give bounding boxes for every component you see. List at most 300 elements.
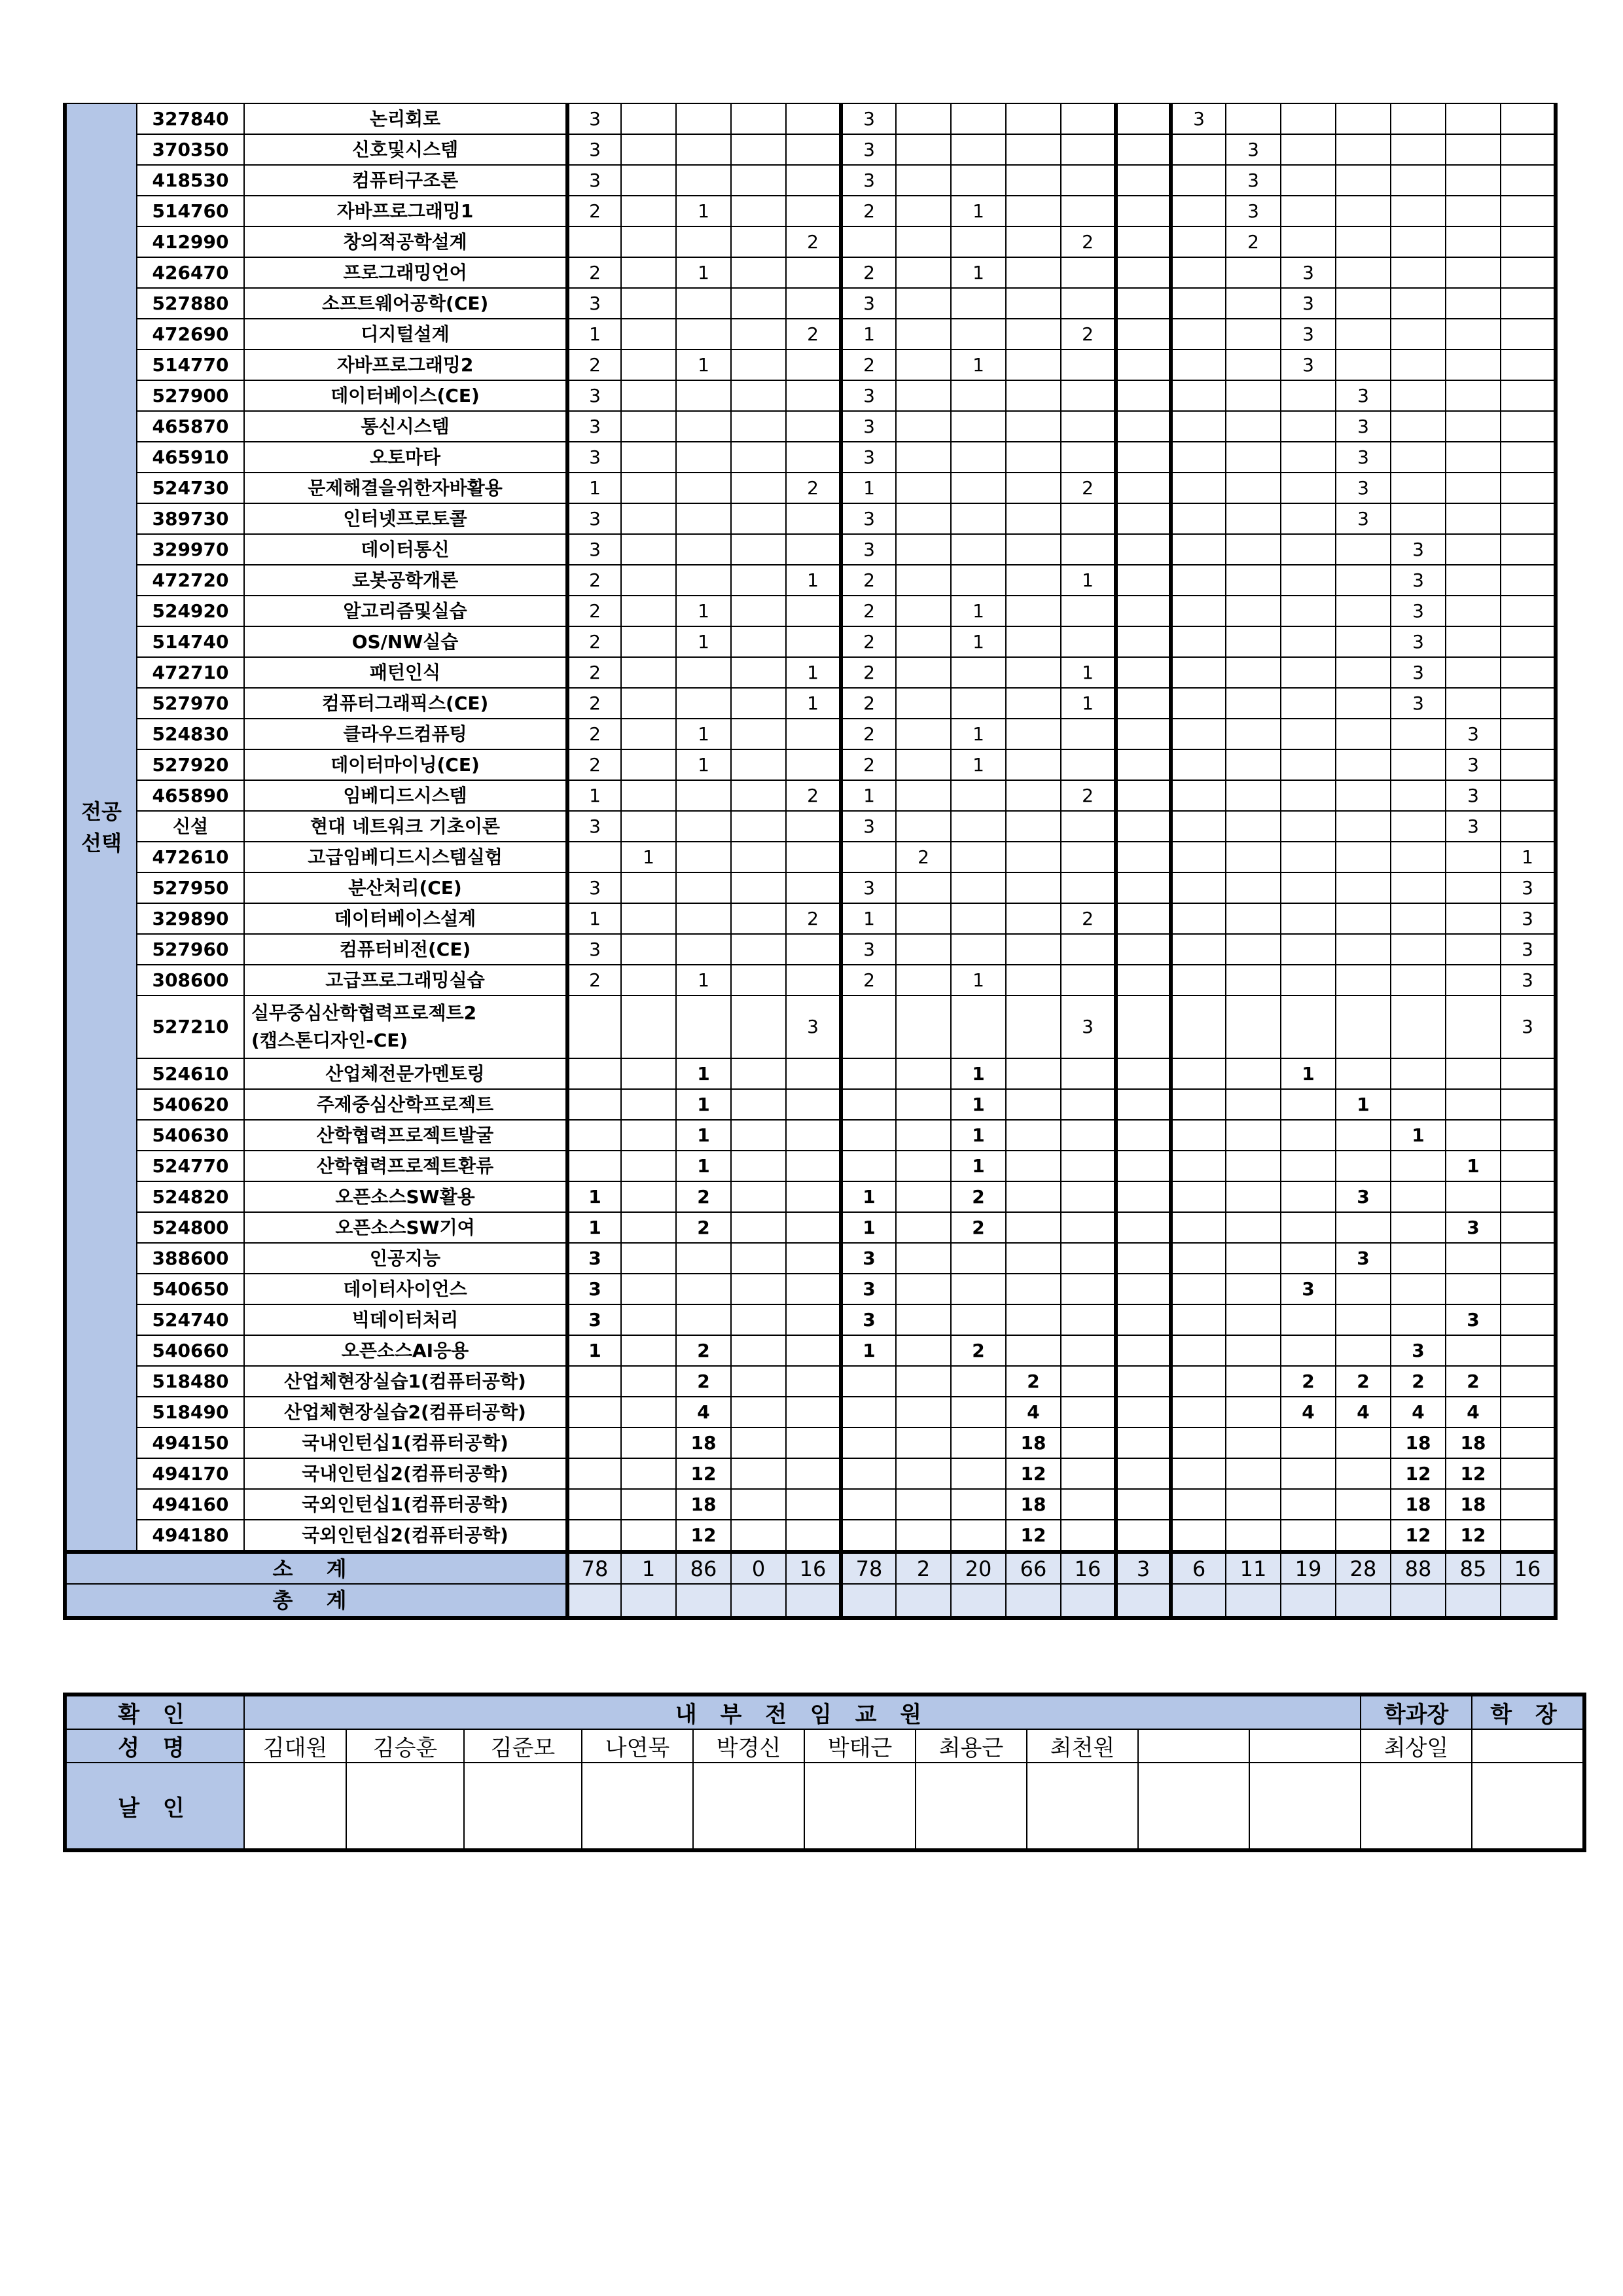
credit-cell: 3 xyxy=(567,934,621,965)
credit-cell: 18 xyxy=(1391,1489,1446,1520)
credit-cell xyxy=(1501,442,1556,473)
credit-cell: 2 xyxy=(841,657,896,688)
subtotal-cell: 1 xyxy=(621,1552,676,1584)
credit-cell: 3 xyxy=(1501,903,1556,934)
credit-cell xyxy=(1391,1212,1446,1243)
total-cell xyxy=(676,1584,731,1618)
credit-cell xyxy=(1061,811,1116,842)
credit-cell xyxy=(1226,1304,1281,1335)
credit-cell: 1 xyxy=(1336,1089,1391,1120)
credit-cell xyxy=(676,657,731,688)
credit-cell xyxy=(1446,965,1501,996)
credit-cell xyxy=(1061,1243,1116,1274)
credit-cell xyxy=(621,965,676,996)
credit-cell xyxy=(1391,257,1446,288)
credit-cell xyxy=(1501,1181,1556,1212)
credit-cell: 2 xyxy=(676,1181,731,1212)
credit-cell xyxy=(896,226,951,257)
credit-cell xyxy=(1006,1335,1061,1366)
credit-cell xyxy=(731,442,786,473)
credit-cell xyxy=(786,749,841,780)
credit-cell xyxy=(786,596,841,626)
credit-cell: 2 xyxy=(841,965,896,996)
credit-cell xyxy=(1501,134,1556,165)
credit-cell xyxy=(1061,442,1116,473)
credit-cell xyxy=(621,350,676,380)
table-row xyxy=(65,965,1556,996)
credit-cell xyxy=(1501,1489,1556,1520)
credit-cell: 1 xyxy=(676,626,731,657)
credit-cell xyxy=(1336,1427,1391,1458)
credit-cell xyxy=(1226,1058,1281,1089)
credit-cell xyxy=(1116,842,1171,872)
credit-cell xyxy=(1226,1243,1281,1274)
subtotal-cell: 3 xyxy=(1116,1552,1171,1584)
credit-cell xyxy=(1336,226,1391,257)
total-label: 총 계 xyxy=(65,1584,567,1618)
table-row xyxy=(65,380,1556,411)
credit-cell xyxy=(1061,1212,1116,1243)
credit-cell xyxy=(621,688,676,719)
seal-label: 날 인 xyxy=(65,1763,244,1850)
credit-cell: 1 xyxy=(786,688,841,719)
table-row xyxy=(65,1274,1556,1304)
credit-cell xyxy=(896,1120,951,1151)
credit-cell xyxy=(1116,1489,1171,1520)
credit-cell xyxy=(621,1304,676,1335)
credit-cell xyxy=(621,1212,676,1243)
credit-cell xyxy=(1391,380,1446,411)
dept-head-header: 학과장 xyxy=(1361,1695,1472,1729)
credit-cell xyxy=(896,1520,951,1552)
credit-cell xyxy=(1391,934,1446,965)
credit-cell xyxy=(1336,688,1391,719)
credit-cell xyxy=(896,965,951,996)
credit-cell xyxy=(1116,1181,1171,1212)
course-code: 524820 xyxy=(137,1181,244,1212)
credit-cell: 3 xyxy=(567,134,621,165)
credit-cell xyxy=(1501,503,1556,534)
course-name: 알고리즘및실습 xyxy=(244,596,567,626)
credit-cell xyxy=(1226,1212,1281,1243)
credit-cell xyxy=(1061,1181,1116,1212)
credit-cell: 3 xyxy=(1446,811,1501,842)
credit-cell xyxy=(1281,842,1336,872)
credit-cell xyxy=(1501,350,1556,380)
credit-cell xyxy=(1501,380,1556,411)
credit-cell xyxy=(1501,1520,1556,1552)
signer-name: 최천원 xyxy=(1027,1729,1138,1763)
credit-cell xyxy=(1501,1274,1556,1304)
credit-cell xyxy=(1171,196,1226,226)
course-name: 분산처리(CE) xyxy=(244,872,567,903)
table-row xyxy=(65,1089,1556,1120)
credit-cell xyxy=(951,1366,1006,1397)
credit-cell: 3 xyxy=(1281,319,1336,350)
course-name: 자바프로그래밍2 xyxy=(244,350,567,380)
credit-cell xyxy=(1501,565,1556,596)
credit-cell xyxy=(676,780,731,811)
credit-cell xyxy=(621,1489,676,1520)
credit-cell xyxy=(731,749,786,780)
credit-cell: 1 xyxy=(951,719,1006,749)
credit-cell: 3 xyxy=(1281,1274,1336,1304)
subtotal-cell: 16 xyxy=(1501,1552,1556,1584)
credit-cell xyxy=(1336,626,1391,657)
course-name: 산업체전문가멘토링 xyxy=(244,1058,567,1089)
credit-cell xyxy=(896,134,951,165)
credit-cell xyxy=(1171,380,1226,411)
table-row xyxy=(65,1181,1556,1212)
credit-cell xyxy=(1501,1335,1556,1366)
credit-cell xyxy=(621,534,676,565)
credit-cell: 3 xyxy=(1391,1335,1446,1366)
credit-cell xyxy=(1336,903,1391,934)
subtotal-cell: 19 xyxy=(1281,1552,1336,1584)
course-name: 데이터사이언스 xyxy=(244,1274,567,1304)
total-row xyxy=(65,1584,1556,1618)
course-name: 데이터마이닝(CE) xyxy=(244,749,567,780)
credit-cell xyxy=(1226,565,1281,596)
credit-cell xyxy=(1336,257,1391,288)
credit-cell xyxy=(896,1427,951,1458)
course-name: 오토마타 xyxy=(244,442,567,473)
credit-cell: 2 xyxy=(567,596,621,626)
credit-cell xyxy=(1336,288,1391,319)
credit-cell xyxy=(731,1058,786,1089)
credit-cell xyxy=(1226,626,1281,657)
credit-cell xyxy=(1171,257,1226,288)
credit-cell xyxy=(1336,934,1391,965)
seal-cell xyxy=(804,1763,916,1850)
credit-cell xyxy=(951,411,1006,442)
course-name: 오픈소스SW활용 xyxy=(244,1181,567,1212)
credit-cell xyxy=(1391,103,1446,134)
credit-cell xyxy=(1006,626,1061,657)
table-row xyxy=(65,103,1556,134)
course-name: 신호및시스템 xyxy=(244,134,567,165)
credit-cell xyxy=(1226,657,1281,688)
credit-cell: 2 xyxy=(1061,226,1116,257)
credit-cell xyxy=(951,842,1006,872)
credit-cell xyxy=(786,1274,841,1304)
credit-cell: 3 xyxy=(567,380,621,411)
credit-cell xyxy=(1226,473,1281,503)
credit-cell xyxy=(1226,380,1281,411)
credit-cell: 1 xyxy=(567,1335,621,1366)
course-code: 524920 xyxy=(137,596,244,626)
credit-cell xyxy=(1501,1304,1556,1335)
credit-cell xyxy=(1171,811,1226,842)
credit-cell xyxy=(1006,288,1061,319)
subtotal-cell: 85 xyxy=(1446,1552,1501,1584)
credit-cell xyxy=(951,1397,1006,1427)
credit-cell: 3 xyxy=(841,1243,896,1274)
credit-cell xyxy=(1226,688,1281,719)
credit-cell: 2 xyxy=(567,749,621,780)
table-row xyxy=(65,1427,1556,1458)
credit-cell: 2 xyxy=(786,903,841,934)
credit-cell xyxy=(1446,226,1501,257)
credit-cell xyxy=(1116,934,1171,965)
credit-cell: 3 xyxy=(567,872,621,903)
credit-cell xyxy=(676,688,731,719)
total-cell xyxy=(1336,1584,1391,1618)
subtotal-cell: 11 xyxy=(1226,1552,1281,1584)
credit-cell xyxy=(1281,196,1336,226)
credit-cell: 1 xyxy=(621,842,676,872)
credit-cell xyxy=(1226,1458,1281,1489)
credit-cell xyxy=(951,134,1006,165)
credit-cell xyxy=(841,1089,896,1120)
credit-cell xyxy=(786,1058,841,1089)
credit-cell xyxy=(1061,934,1116,965)
credit-cell xyxy=(1116,1366,1171,1397)
credit-cell xyxy=(731,196,786,226)
credit-cell xyxy=(896,442,951,473)
credit-cell xyxy=(1336,1151,1391,1181)
credit-cell xyxy=(1171,842,1226,872)
signer-name: 박태근 xyxy=(804,1729,916,1763)
credit-cell xyxy=(1116,1151,1171,1181)
credit-cell xyxy=(1116,411,1171,442)
credit-cell xyxy=(731,1397,786,1427)
credit-cell xyxy=(567,226,621,257)
signature-table xyxy=(63,1693,1586,1852)
credit-cell xyxy=(1391,1243,1446,1274)
credit-cell: 3 xyxy=(1336,442,1391,473)
credit-cell xyxy=(786,503,841,534)
credit-cell xyxy=(1226,257,1281,288)
credit-cell xyxy=(786,1304,841,1335)
course-code: 327840 xyxy=(137,103,244,134)
credit-cell xyxy=(731,1458,786,1489)
credit-cell xyxy=(841,1120,896,1151)
credit-cell xyxy=(1391,749,1446,780)
credit-cell: 3 xyxy=(567,165,621,196)
credit-cell: 2 xyxy=(1281,1366,1336,1397)
credit-cell xyxy=(1171,1489,1226,1520)
credit-cell xyxy=(621,503,676,534)
table-row xyxy=(65,1058,1556,1089)
credit-cell xyxy=(786,103,841,134)
credit-cell: 3 xyxy=(1446,719,1501,749)
credit-cell xyxy=(1171,1520,1226,1552)
credit-cell xyxy=(1226,503,1281,534)
credit-cell xyxy=(841,842,896,872)
credit-cell xyxy=(1171,1335,1226,1366)
credit-cell: 1 xyxy=(786,565,841,596)
table-row xyxy=(65,903,1556,934)
credit-cell: 1 xyxy=(567,1212,621,1243)
credit-cell xyxy=(621,288,676,319)
course-name: 실무중심산학협력프로젝트2 (캡스톤디자인-CE) xyxy=(244,996,567,1058)
credit-cell xyxy=(1061,1427,1116,1458)
credit-cell xyxy=(1336,103,1391,134)
credit-cell xyxy=(951,226,1006,257)
credit-cell: 1 xyxy=(951,749,1006,780)
credit-cell: 3 xyxy=(1501,934,1556,965)
credit-cell xyxy=(1501,811,1556,842)
credit-cell: 3 xyxy=(1501,965,1556,996)
credit-cell xyxy=(951,473,1006,503)
credit-cell xyxy=(621,1151,676,1181)
signer-name: 최용근 xyxy=(916,1729,1027,1763)
credit-cell xyxy=(1501,780,1556,811)
credit-cell xyxy=(1006,719,1061,749)
credit-cell xyxy=(1391,1181,1446,1212)
credit-cell: 1 xyxy=(951,626,1006,657)
table-row xyxy=(65,503,1556,534)
table-row xyxy=(65,872,1556,903)
credit-cell xyxy=(1226,1335,1281,1366)
credit-cell xyxy=(1226,1489,1281,1520)
credit-cell xyxy=(1006,503,1061,534)
credit-cell xyxy=(1061,1489,1116,1520)
course-code: 527900 xyxy=(137,380,244,411)
signer-name: 김대원 xyxy=(244,1729,346,1763)
credit-cell xyxy=(1061,1151,1116,1181)
credit-cell xyxy=(1116,1427,1171,1458)
credit-cell xyxy=(1446,903,1501,934)
credit-cell xyxy=(731,319,786,350)
credit-cell xyxy=(567,1458,621,1489)
credit-cell xyxy=(1006,165,1061,196)
credit-cell xyxy=(1446,534,1501,565)
signer-name xyxy=(1138,1729,1249,1763)
credit-cell: 4 xyxy=(1446,1397,1501,1427)
credit-cell xyxy=(1336,996,1391,1058)
credit-cell xyxy=(1226,1089,1281,1120)
credit-cell xyxy=(951,534,1006,565)
table-row xyxy=(65,534,1556,565)
credit-cell xyxy=(676,1243,731,1274)
credit-cell xyxy=(1061,103,1116,134)
credit-cell: 3 xyxy=(1336,1181,1391,1212)
credit-cell: 1 xyxy=(1061,657,1116,688)
total-cell xyxy=(1116,1584,1171,1618)
credit-cell xyxy=(951,657,1006,688)
credit-cell xyxy=(1116,1243,1171,1274)
course-name: 로봇공학개론 xyxy=(244,565,567,596)
credit-cell xyxy=(1171,565,1226,596)
credit-cell xyxy=(1226,319,1281,350)
credit-cell xyxy=(621,1089,676,1120)
course-name: 고급임베디드시스템실험 xyxy=(244,842,567,872)
course-code: 524610 xyxy=(137,1058,244,1089)
course-name: 프로그래밍언어 xyxy=(244,257,567,288)
subtotal-cell: 20 xyxy=(951,1552,1006,1584)
credit-cell: 3 xyxy=(786,996,841,1058)
credit-cell xyxy=(621,626,676,657)
credit-cell xyxy=(1061,165,1116,196)
credit-cell xyxy=(786,380,841,411)
credit-cell xyxy=(896,196,951,226)
credit-cell xyxy=(841,226,896,257)
credit-cell xyxy=(621,1181,676,1212)
credit-cell xyxy=(951,934,1006,965)
credit-cell: 1 xyxy=(951,1058,1006,1089)
credit-cell: 3 xyxy=(1281,288,1336,319)
credit-cell xyxy=(896,503,951,534)
credit-cell xyxy=(1226,811,1281,842)
credit-cell xyxy=(731,288,786,319)
credit-cell: 1 xyxy=(676,719,731,749)
credit-cell xyxy=(1446,596,1501,626)
credit-cell xyxy=(1281,996,1336,1058)
credit-cell xyxy=(1061,1366,1116,1397)
credit-cell xyxy=(1501,1458,1556,1489)
credit-cell xyxy=(1391,996,1446,1058)
credit-cell: 3 xyxy=(1391,534,1446,565)
total-cell xyxy=(1006,1584,1061,1618)
table-row xyxy=(65,1458,1556,1489)
credit-cell xyxy=(1171,1366,1226,1397)
credit-cell xyxy=(1116,134,1171,165)
credit-cell xyxy=(896,473,951,503)
credit-cell xyxy=(731,811,786,842)
credit-cell xyxy=(1006,996,1061,1058)
credit-cell xyxy=(731,134,786,165)
credit-cell xyxy=(1281,1520,1336,1552)
credit-cell xyxy=(1171,996,1226,1058)
credit-cell xyxy=(841,1058,896,1089)
credit-cell xyxy=(676,1304,731,1335)
credit-cell xyxy=(676,411,731,442)
credit-cell xyxy=(896,1489,951,1520)
credit-cell xyxy=(1006,226,1061,257)
credit-cell xyxy=(1226,411,1281,442)
credit-cell xyxy=(1336,1058,1391,1089)
credit-cell xyxy=(1281,534,1336,565)
course-name: 국외인턴십1(컴퓨터공학) xyxy=(244,1489,567,1520)
credit-cell xyxy=(1116,226,1171,257)
table-row xyxy=(65,442,1556,473)
credit-cell xyxy=(1061,1520,1116,1552)
credit-cell: 3 xyxy=(1336,411,1391,442)
credit-cell: 2 xyxy=(567,719,621,749)
credit-cell xyxy=(1116,1089,1171,1120)
credit-cell: 1 xyxy=(676,965,731,996)
credit-cell xyxy=(1061,965,1116,996)
credit-cell xyxy=(1501,688,1556,719)
credit-cell xyxy=(676,872,731,903)
credit-cell xyxy=(731,1151,786,1181)
course-name: 주제중심산학프로젝트 xyxy=(244,1089,567,1120)
course-code: 494180 xyxy=(137,1520,244,1552)
credit-cell: 1 xyxy=(951,257,1006,288)
credit-cell: 1 xyxy=(567,473,621,503)
credit-cell: 12 xyxy=(676,1520,731,1552)
course-name: 컴퓨터구조론 xyxy=(244,165,567,196)
table-row xyxy=(65,749,1556,780)
credit-cell xyxy=(1171,1181,1226,1212)
credit-cell xyxy=(676,103,731,134)
credit-cell xyxy=(1501,1120,1556,1151)
total-cell xyxy=(1391,1584,1446,1618)
table-row xyxy=(65,688,1556,719)
credit-cell xyxy=(1006,411,1061,442)
credit-cell xyxy=(676,288,731,319)
course-name: 산업체현장실습1(컴퓨터공학) xyxy=(244,1366,567,1397)
credit-cell xyxy=(1391,1151,1446,1181)
credit-cell xyxy=(1061,257,1116,288)
credit-cell xyxy=(731,657,786,688)
credit-cell xyxy=(1171,1427,1226,1458)
credit-cell: 3 xyxy=(841,380,896,411)
credit-cell xyxy=(1006,1120,1061,1151)
table-row xyxy=(65,350,1556,380)
